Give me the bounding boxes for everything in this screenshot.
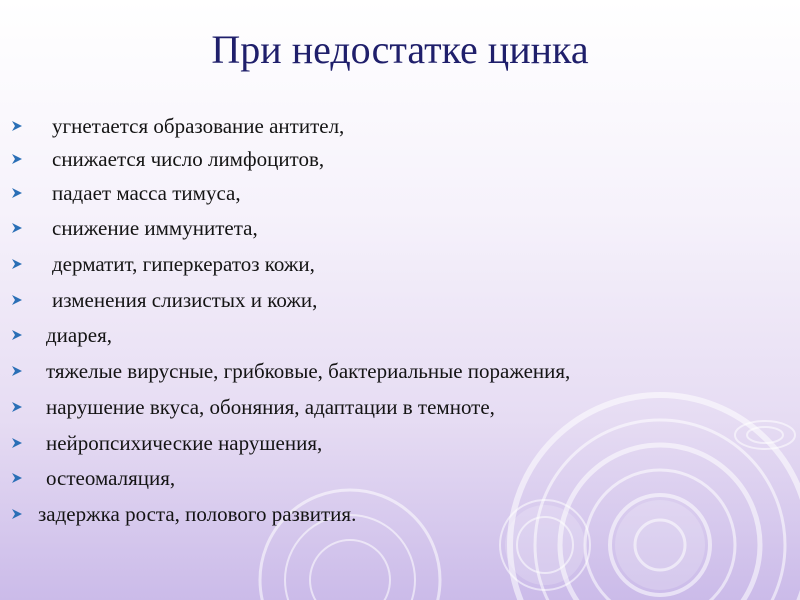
arrow-bullet-icon xyxy=(10,328,24,342)
arrow-bullet-icon xyxy=(10,507,24,521)
arrow-bullet-icon xyxy=(10,119,24,133)
list-item-text: остеомаляция, xyxy=(46,466,176,490)
list-item-text: угнетается образование антител, xyxy=(52,114,345,138)
arrow-bullet-icon xyxy=(10,400,24,414)
list-item-text: нейропсихические нарушения, xyxy=(46,431,323,455)
arrow-bullet-icon xyxy=(10,293,24,307)
list-item-text: задержка роста, полового развития. xyxy=(38,502,357,526)
list-item-text: нарушение вкуса, обоняния, адаптации в темноте, xyxy=(46,395,495,419)
arrow-bullet-icon xyxy=(10,364,24,378)
arrow-bullet-icon xyxy=(10,471,24,485)
slide-title: При недостатке цинка xyxy=(211,27,589,72)
arrow-bullet-icon xyxy=(10,152,24,166)
list-item-text: снижение иммунитета, xyxy=(52,216,258,240)
arrow-bullet-icon xyxy=(10,257,24,271)
list-item-text: тяжелые вирусные, грибковые, бактериальные поражения, xyxy=(46,359,571,383)
list-item-text: снижается число лимфоцитов, xyxy=(52,147,325,171)
list-item-text: диарея, xyxy=(46,323,112,347)
list-item-text: изменения слизистых и кожи, xyxy=(52,288,318,312)
arrow-bullet-icon xyxy=(10,221,24,235)
list-item-text: падает масса тимуса, xyxy=(52,181,241,205)
arrow-bullet-icon xyxy=(10,186,24,200)
arrow-bullet-icon xyxy=(10,436,24,450)
list-item-text: дерматит, гиперкератоз кожи, xyxy=(52,252,315,276)
